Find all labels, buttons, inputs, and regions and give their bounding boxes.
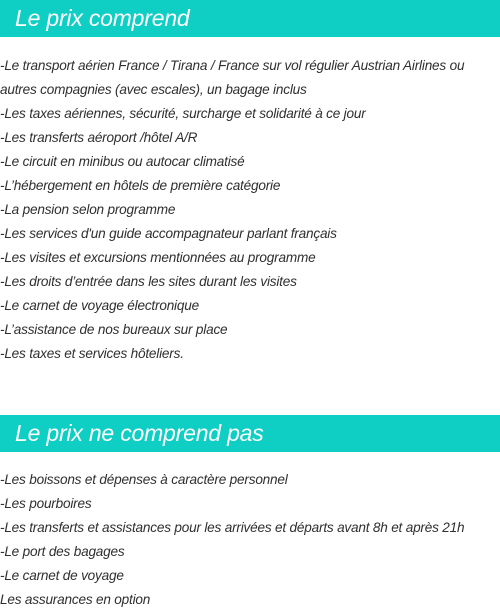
price-includes-heading: Le prix comprend — [0, 0, 500, 37]
list-item: -L’assistance de nos bureaux sur place — [0, 322, 228, 337]
price-includes-list — [0, 54, 500, 366]
list-item: -Les droits d’entrée dans les sites durant les visites — [0, 274, 297, 289]
list-item: -Le transport aérien France / Tirana / France sur vol régulier Austrian Airlines ou autres compagnies (avec escales), un bagage inclus — [0, 58, 465, 97]
list-item: -Les pourboires — [0, 496, 92, 511]
list-item: Les assurances en option — [0, 592, 151, 607]
list-item: -Le carnet de voyage — [0, 568, 124, 583]
list-item: -Les transferts et assistances pour les arrivées et départs avant 8h et après 21h — [0, 520, 465, 535]
list-item: -Les visites et excursions mentionnées au programme — [0, 250, 316, 265]
list-item: -Les boissons et dépenses à caractère personnel — [0, 472, 288, 487]
list-item: -Les taxes et services hôteliers. — [0, 346, 184, 361]
list-item: -Les transferts aéroport /hôtel A/R — [0, 130, 198, 145]
price-excludes-heading: Le prix ne comprend pas — [0, 415, 500, 452]
price-excludes-list — [0, 468, 500, 612]
list-item: -Les services d'un guide accompagnateur parlant français — [0, 226, 337, 241]
list-item: -Le port des bagages — [0, 544, 125, 559]
list-item: -Le circuit en minibus ou autocar climatisé — [0, 154, 245, 169]
list-item: -La pension selon programme — [0, 202, 176, 217]
list-item: -Le carnet de voyage électronique — [0, 298, 199, 313]
list-item: -L’hébergement en hôtels de première catégorie — [0, 178, 281, 193]
list-item: -Les taxes aériennes, sécurité, surcharge et solidarité à ce jour — [0, 106, 366, 121]
